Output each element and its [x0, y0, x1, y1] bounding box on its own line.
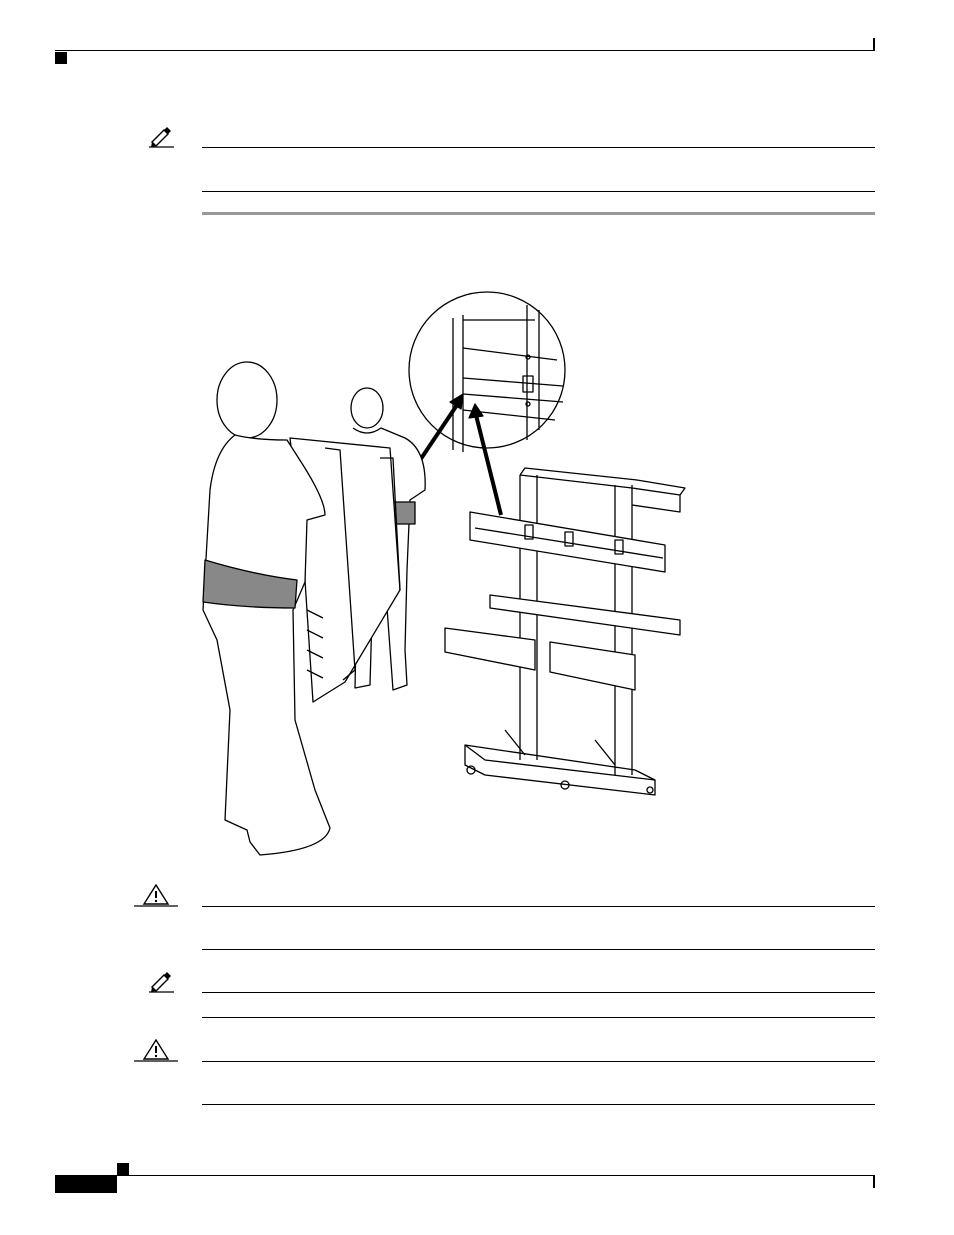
caution-rule-bottom	[202, 1104, 875, 1105]
footer-rule	[55, 1175, 875, 1176]
footer-tick	[873, 1176, 875, 1188]
section-divider	[202, 212, 875, 215]
note-rule-top	[202, 992, 875, 993]
magnified-detail-callout	[409, 292, 565, 452]
header-rule	[55, 50, 875, 51]
note-rule-bottom	[202, 1017, 875, 1018]
note-rule-bottom	[202, 191, 875, 192]
pencil-icon	[148, 969, 174, 993]
header-marker	[55, 52, 67, 64]
caution-rule-top	[202, 1061, 875, 1062]
note-rule-top	[202, 147, 875, 148]
caution-rule-top	[202, 906, 875, 907]
caution-rule-bottom	[202, 949, 875, 950]
warning-triangle-icon	[134, 1038, 178, 1062]
header-tick	[873, 38, 875, 50]
footer-marker	[117, 1163, 129, 1175]
figure-illustration	[195, 290, 695, 865]
mounting-frame	[445, 468, 685, 795]
warning-triangle-icon	[134, 883, 178, 907]
page-number-tab	[55, 1176, 117, 1193]
pencil-icon	[148, 124, 174, 148]
